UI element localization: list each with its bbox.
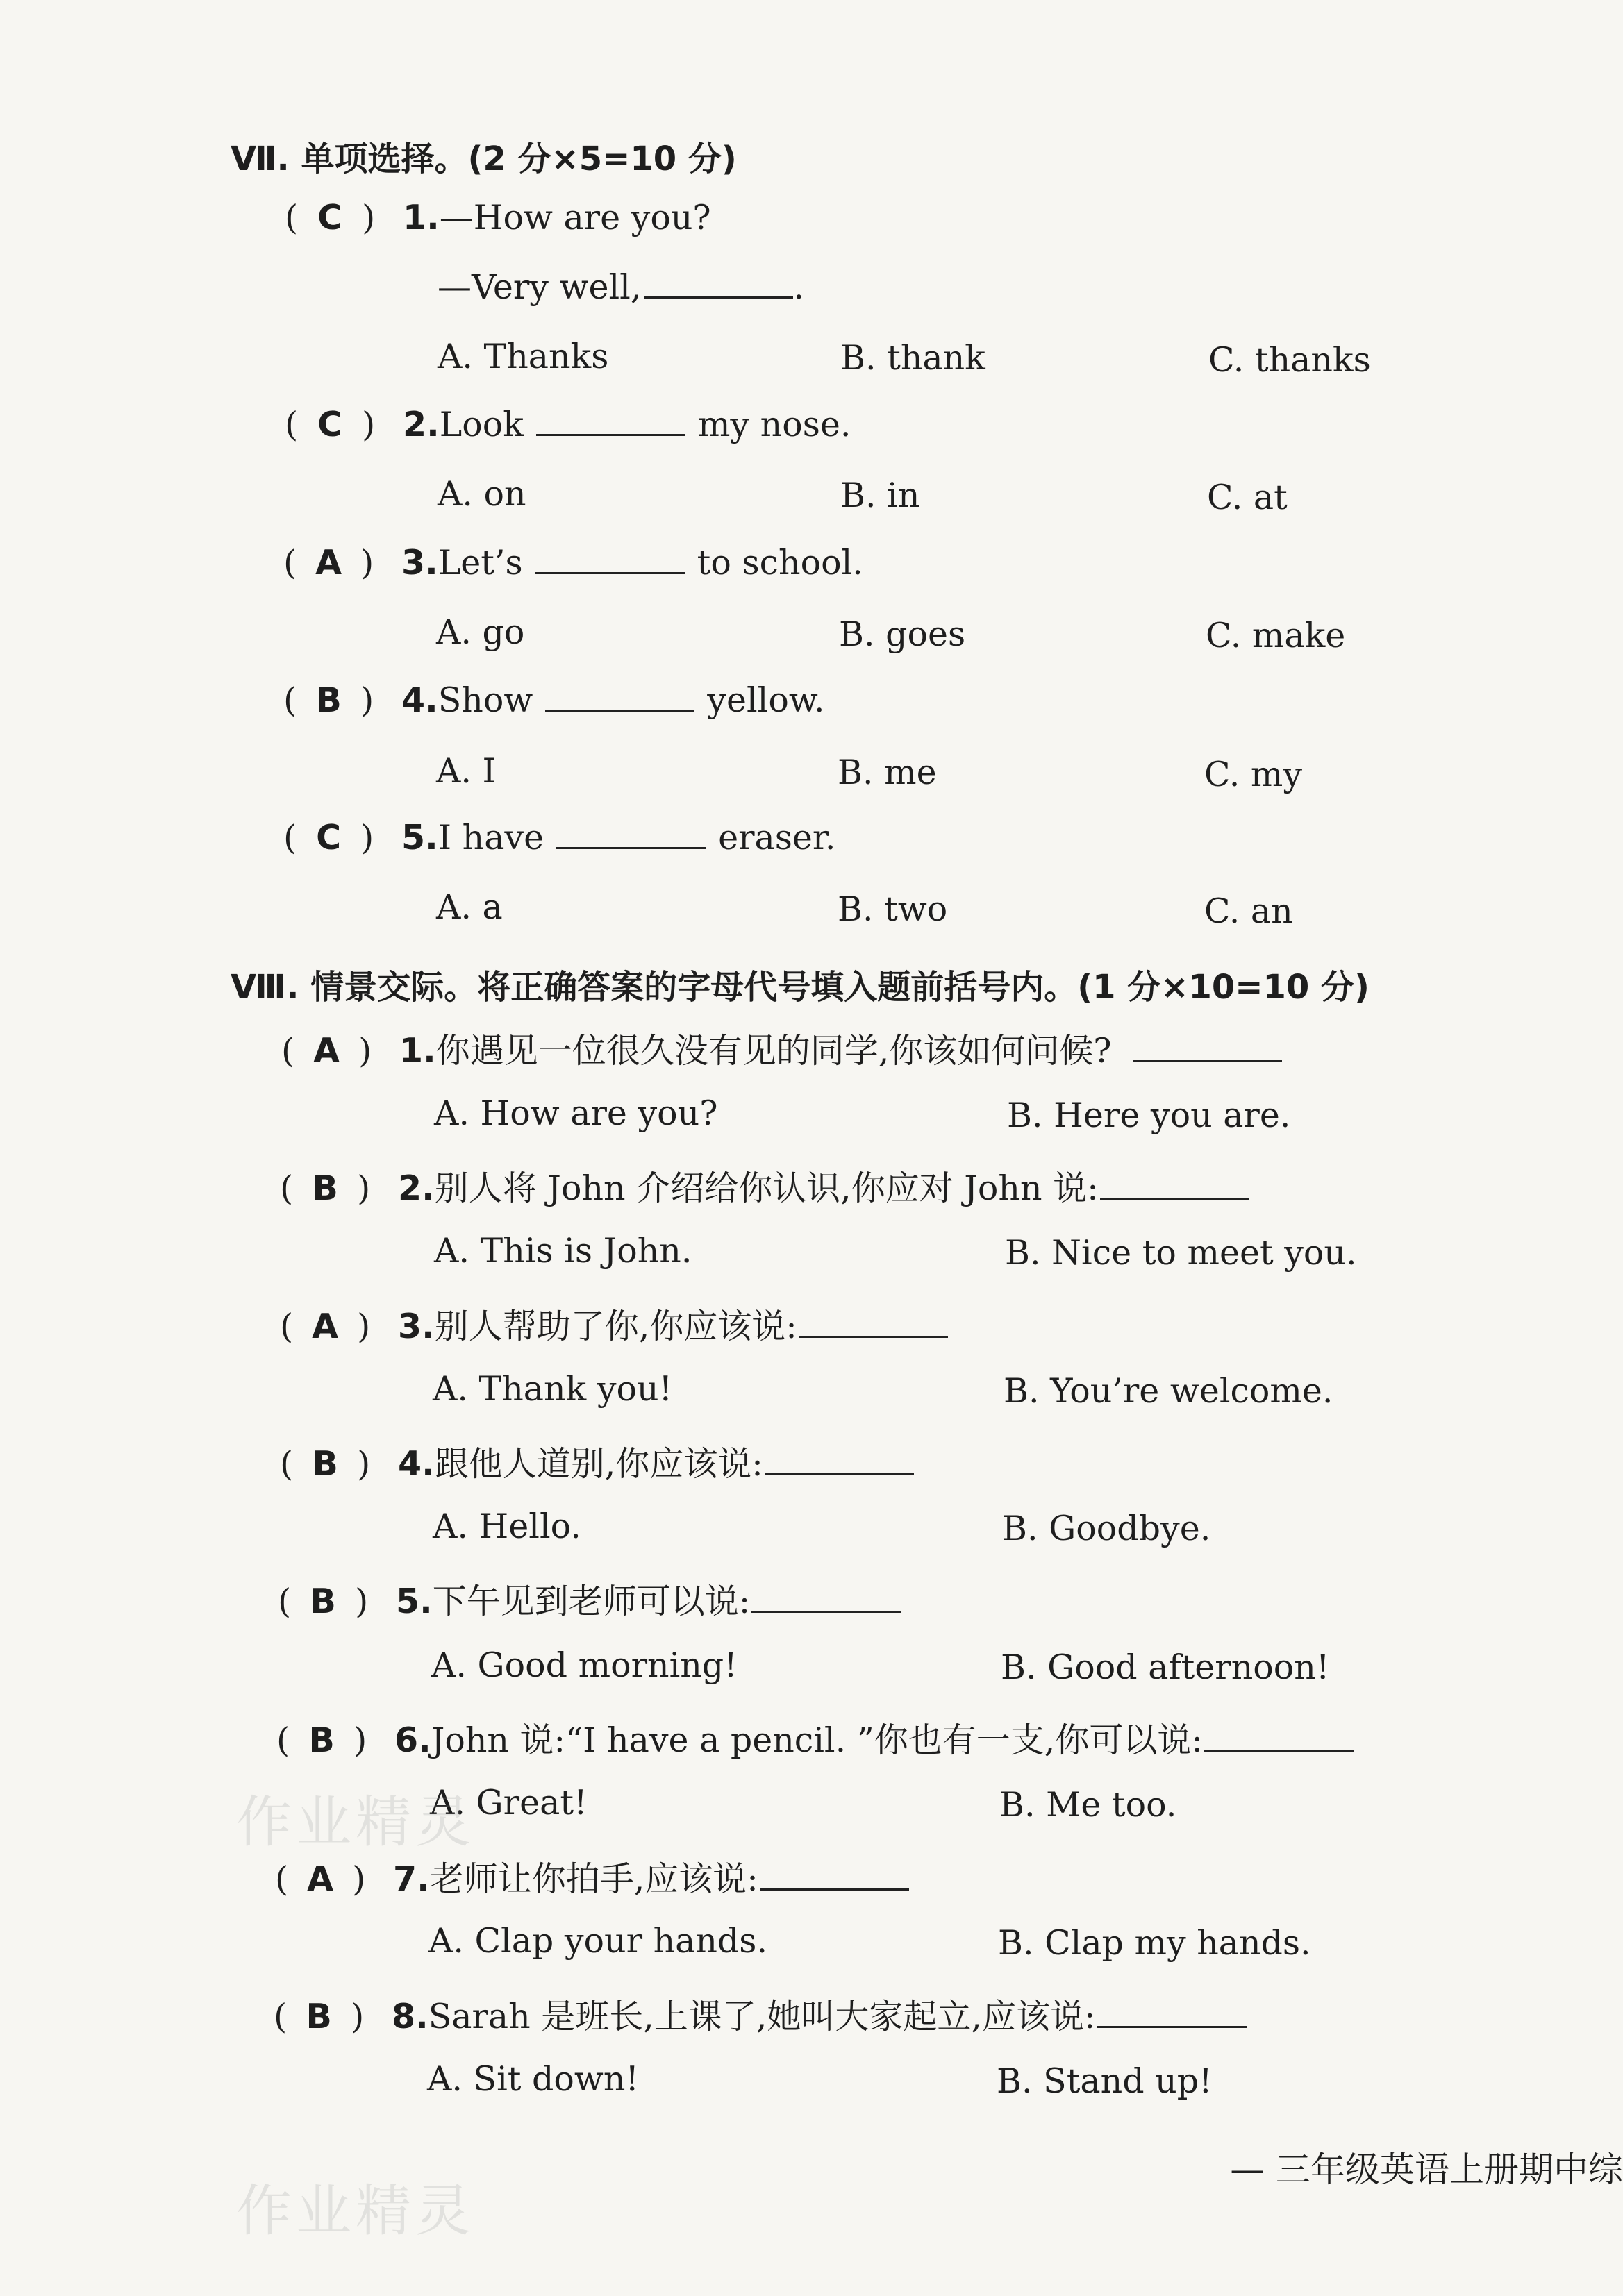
answer-blank (1133, 1032, 1282, 1062)
answer-paren: ( C ) (285, 405, 376, 444)
answer-blank (751, 1583, 901, 1613)
s7-question-5: ( C ) 5.I have eraser. (283, 818, 836, 857)
answer-paren: ( A ) (280, 1307, 371, 1346)
s8-question-6: ( B ) 6.John 说:“I have a pencil. ”你也有一支,你可以说: (276, 1713, 1354, 1762)
s7-q5-option-c: C. an (1204, 891, 1293, 931)
s8-question-7: ( A ) 7.老师让你拍手,应该说: (275, 1852, 909, 1901)
s8-question-8: ( B ) 8.Sarah 是班长,上课了,她叫大家起立,应该说: (274, 1990, 1247, 2038)
answer-paren: ( B ) (274, 1997, 365, 2036)
s8-q1-option-a: A. How are you? (434, 1093, 718, 1133)
answer-paren: ( B ) (280, 1444, 371, 1484)
answer-paren: ( B ) (278, 1582, 369, 1621)
s7-q1-option-a: A. Thanks (438, 337, 609, 376)
answer-blank (799, 1308, 948, 1338)
s7-question-2: ( C ) 2.Look my nose. (285, 405, 851, 444)
s8-q8-option-b: B. Stand up! (997, 2061, 1213, 2101)
answer-paren: ( A ) (283, 543, 374, 583)
answer-paren: ( A ) (275, 1859, 366, 1899)
s7-q3-option-b: B. goes (839, 614, 966, 654)
answer-paren: ( B ) (283, 680, 374, 720)
s8-q3-option-a: A. Thank you! (433, 1369, 673, 1409)
s7-question-4: ( B ) 4.Show yellow. (283, 680, 825, 720)
s7-q3-option-c: C. make (1206, 616, 1346, 655)
s8-q7-option-a: A. Clap your hands. (428, 1921, 768, 1961)
s8-question-3: ( A ) 3.别人帮助了你,你应该说: (280, 1300, 948, 1348)
s7-q4-option-c: C. my (1204, 755, 1303, 794)
s8-question-2: ( B ) 2.别人将 John 介绍给你认识,你应对 John 说: (280, 1162, 1249, 1210)
answer-paren: ( B ) (276, 1720, 367, 1760)
s7-q2-option-c: C. at (1207, 478, 1288, 517)
s7-q4-option-a: A. I (436, 751, 496, 791)
answer-paren: ( C ) (285, 198, 376, 237)
answer-blank (760, 1861, 909, 1891)
s7-question-3: ( A ) 3.Let’s to school. (283, 543, 863, 583)
s7-q1-option-b: B. thank (840, 338, 985, 378)
s8-q5-option-b: B. Good afternoon! (1001, 1648, 1330, 1687)
s7-q1-option-c: C. thanks (1208, 340, 1371, 380)
s7-q2-option-a: A. on (438, 474, 526, 514)
section-8-title: Ⅷ. 情景交际。将正确答案的字母代号填入题前括号内。(1 分×10=10 分) (231, 968, 1370, 1007)
s8-q7-option-b: B. Clap my hands. (998, 1923, 1311, 1963)
s8-q4-option-b: B. Goodbye. (1002, 1509, 1211, 1548)
s8-q1-option-b: B. Here you are. (1007, 1096, 1291, 1135)
answer-blank (644, 269, 793, 299)
s8-q6-option-a: A. Great! (430, 1783, 588, 1822)
s8-q4-option-a: A. Hello. (433, 1507, 581, 1546)
answer-paren: ( A ) (281, 1031, 372, 1071)
answer-blank (1204, 1722, 1354, 1752)
s8-question-5: ( B ) 5.下午见到老师可以说: (278, 1575, 901, 1623)
watermark: 作业精灵 (236, 1790, 475, 1854)
s7-q5-option-b: B. two (838, 889, 948, 929)
answer-blank (545, 682, 694, 712)
s8-q2-option-b: B. Nice to meet you. (1005, 1233, 1357, 1273)
answer-blank (556, 819, 706, 849)
s8-question-4: ( B ) 4.跟他人道别,你应该说: (280, 1437, 914, 1486)
s7-question-1: ( C ) 1.—How are you? (285, 198, 711, 237)
s7-question-1-line-2: —Very well, . (438, 267, 805, 307)
s8-q6-option-b: B. Me too. (999, 1785, 1177, 1825)
s8-q2-option-a: A. This is John. (434, 1231, 692, 1271)
answer-blank (765, 1446, 914, 1475)
s8-question-1: ( A ) 1.你遇见一位很久没有见的同学,你该如何问候? (281, 1024, 1282, 1073)
s7-q3-option-a: A. go (436, 612, 525, 652)
s8-q8-option-a: A. Sit down! (427, 2059, 640, 2099)
answer-blank (1100, 1170, 1249, 1200)
watermark: 作业精灵 (236, 2179, 475, 2243)
answer-blank (536, 406, 685, 436)
s7-q5-option-a: A. a (436, 887, 503, 927)
s8-q3-option-b: B. You’re welcome. (1004, 1371, 1333, 1411)
answer-paren: ( B ) (280, 1168, 371, 1208)
s7-q4-option-b: B. me (838, 753, 937, 792)
section-7-title: Ⅶ. 单项选择。(2 分×5=10 分) (231, 140, 737, 178)
answer-blank (535, 544, 685, 574)
page-footer: — 三年级英语上册期中综 (1230, 2150, 1623, 2190)
answer-paren: ( C ) (283, 818, 374, 857)
s8-q5-option-a: A. Good morning! (431, 1645, 738, 1685)
answer-blank (1097, 1998, 1247, 2028)
s7-q2-option-b: B. in (840, 476, 920, 515)
